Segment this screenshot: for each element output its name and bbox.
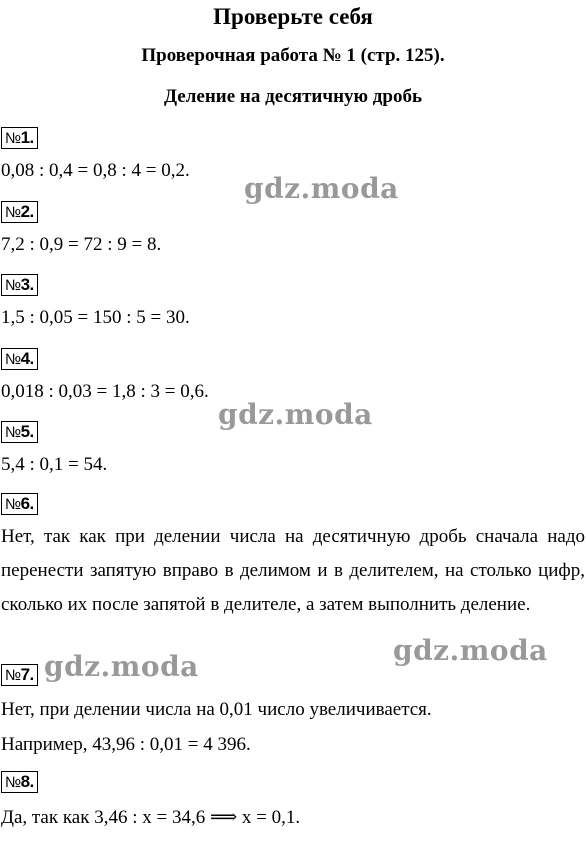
task-answer: 7,2 : 0,9 = 72 : 9 = 8. bbox=[1, 234, 162, 255]
task-answer: Да, так как 3,46 : x = 34,6 ⟹ x = 0,1. bbox=[1, 807, 301, 828]
task-answer: 0,08 : 0,4 = 0,8 : 4 = 0,2. bbox=[1, 160, 190, 181]
number-sign: № bbox=[5, 774, 21, 791]
task-answer: 0,018 : 0,03 = 1,8 : 3 = 0,6. bbox=[1, 381, 209, 402]
task-number: 2. bbox=[20, 202, 34, 221]
number-sign: № bbox=[5, 667, 21, 684]
number-sign: № bbox=[5, 424, 21, 441]
task-number-badge bbox=[1, 348, 38, 370]
page-title: Проверьте себя bbox=[213, 4, 373, 29]
task-number-badge bbox=[1, 127, 38, 149]
topic-title: Деление на десятичную дробь bbox=[163, 86, 423, 107]
task-number: 7. bbox=[20, 665, 34, 684]
number-sign: № bbox=[5, 204, 21, 221]
task-number-badge bbox=[1, 664, 38, 686]
watermark-logo: gdz.moda bbox=[244, 172, 399, 205]
test-subtitle: Проверочная работа № 1 (стр. 125). bbox=[141, 45, 445, 66]
task-number-badge bbox=[1, 421, 38, 443]
watermark-logo: gdz.moda bbox=[218, 398, 373, 431]
task-number: 6. bbox=[20, 494, 34, 513]
task-number: 1. bbox=[20, 128, 34, 147]
task-answer: 1,5 : 0,05 = 150 : 5 = 30. bbox=[1, 307, 190, 328]
task-number: 3. bbox=[20, 275, 34, 294]
number-sign: № bbox=[5, 351, 21, 368]
number-sign: № bbox=[5, 130, 21, 147]
task-number-badge bbox=[1, 493, 38, 515]
task-answer-paragraph: Нет, так как при делении числа на десятичную дробь сначала надо перенести запятую вправо в делимом и в делителем, на столько цифр, сколько их после запятой в делителе, а затем выполнить деление. bbox=[1, 526, 585, 615]
task-answer: Нет, при делении числа на 0,01 число увеличивается. bbox=[1, 699, 432, 720]
task-answer: Например, 43,96 : 0,01 = 4 396. bbox=[1, 734, 251, 755]
task-number-badge bbox=[1, 274, 38, 296]
task-number: 5. bbox=[20, 422, 34, 441]
task-number: 4. bbox=[20, 349, 34, 368]
watermark-logo: gdz.moda bbox=[393, 634, 548, 667]
number-sign: № bbox=[5, 277, 21, 294]
task-answer: 5,4 : 0,1 = 54. bbox=[1, 454, 108, 475]
task-number: 8. bbox=[20, 772, 34, 791]
task-number-badge bbox=[1, 771, 38, 793]
watermark-logo: gdz.moda bbox=[44, 650, 199, 683]
number-sign: № bbox=[5, 496, 21, 513]
task-number-badge bbox=[1, 201, 38, 223]
